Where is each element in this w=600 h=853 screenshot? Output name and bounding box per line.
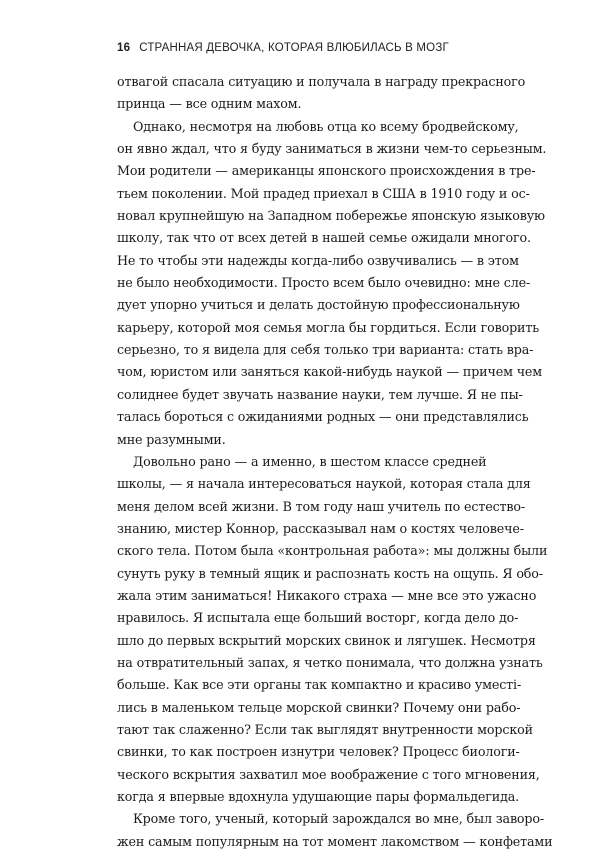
text-line: сунуть руку в темный ящик и распознать кость на ощупь. Я обо-: [117, 565, 543, 581]
text-line: мне разумными.: [117, 431, 226, 447]
text-line: Мои родители — американцы японского происхождения в тре-: [117, 163, 536, 179]
text-line: меня делом всей жизни. В том году наш учитель по естество-: [117, 498, 526, 514]
text-line: солиднее будет звучать название науки, тем лучше. Я не пы-: [117, 386, 523, 402]
text-line: школу, так что от всех детей в нашей семье ожидали многого.: [117, 230, 531, 246]
text-line: карьеру, которой моя семья могла бы гордиться. Если говорить: [117, 319, 539, 335]
text-line: чом, юристом или заняться какой-нибудь наукой — причем чем: [117, 364, 543, 380]
text-line: принца — все одним махом.: [117, 96, 302, 112]
text-line: нравилось. Я испытала еще больший восторг, когда дело до-: [117, 610, 519, 626]
text-line: жен самым популярным на тот момент лакомством — конфетами: [117, 833, 553, 849]
text-line: Довольно рано — а именно, в шестом классе средней: [133, 453, 487, 469]
text-line: новал крупнейшую на Западном побережье японскую языковую: [117, 208, 545, 224]
text-line: лись в маленьком тельце морской свинки? Почему они рабо-: [117, 699, 521, 715]
text-line: он явно ждал, что я буду заниматься в жизни чем-то серьезным.: [117, 141, 547, 157]
text-line: тают так слаженно? Если так выглядят внутренности морской: [117, 721, 533, 737]
body-text: [117, 71, 553, 853]
text-line: Не то чтобы эти надежды когда-либо озвучивались — в этом: [117, 252, 519, 268]
running-title: СТРАННАЯ ДЕВОЧКА, КОТОРАЯ ВЛЮБИЛАСЬ В МОЗГ: [139, 42, 449, 54]
text-line: знанию, мистер Коннор, рассказывал нам о костях человече-: [117, 520, 524, 536]
text-line: на отвратительный запах, я четко понимала, что должна узнать: [117, 654, 543, 670]
text-line: Кроме того, ученый, который зарождался во мне, был заворо-: [133, 811, 545, 827]
text-line: жала этим заниматься! Никакого страха — мне все это ужасно: [117, 587, 537, 603]
text-line: тьем поколении. Мой прадед приехал в США в 1910 году и ос-: [117, 185, 530, 201]
page-number: 16: [117, 42, 131, 54]
text-line: Однако, несмотря на любовь отца ко всему бродвейскому,: [133, 118, 519, 134]
text-line: шло до первых вскрытий морских свинок и лягушек. Несмотря: [117, 632, 536, 648]
text-line: талась бороться с ожиданиями родных — они представлялись: [117, 409, 529, 425]
text-line: больше. Как все эти органы так компактно и красиво уместі-: [117, 677, 522, 693]
text-line: свинки, то как построен изнутри человек? Процесс биологи-: [117, 744, 520, 760]
text-line: отвагой спасала ситуацию и получала в награду прекрасного: [117, 74, 526, 89]
running-header: [117, 42, 449, 54]
text-line: школы, — я начала интересоваться наукой, которая стала для: [117, 476, 531, 492]
text-line: серьезно, то я видела для себя только три варианта: стать вра-: [117, 342, 534, 358]
text-line: не было необходимости. Просто всем было очевидно: мне сле-: [117, 275, 531, 291]
text-line: ческого вскрытия захватил мое воображение с того мгновения,: [117, 766, 540, 782]
text-line: дует упорно учиться и делать достойную профессиональную: [117, 297, 520, 313]
text-line: когда я впервые вдохнула удушающие пары формальдегида.: [117, 789, 520, 804]
text-line: ского тела. Потом была «контрольная работа»: мы должны были: [117, 543, 548, 559]
